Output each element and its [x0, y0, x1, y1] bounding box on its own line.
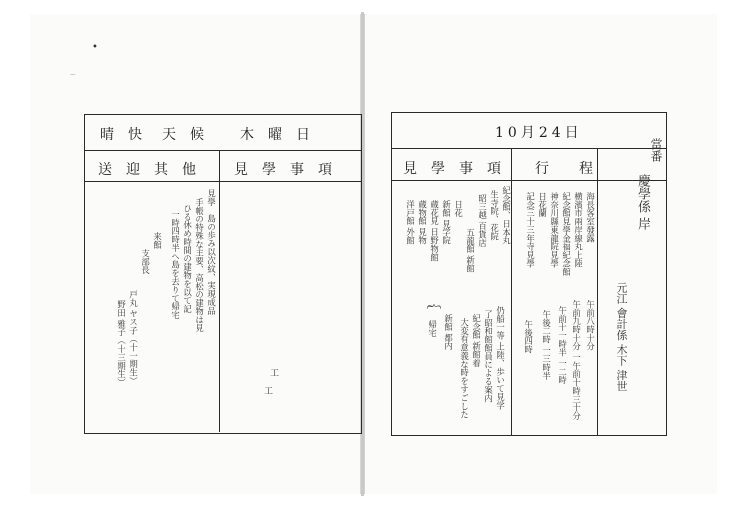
brace-mark: ︷ [427, 295, 441, 311]
travel-entry: 新館 都内 [443, 314, 454, 351]
travel-entry: 帰宅 [427, 320, 438, 337]
schedule-entry: 日花蘭 [537, 192, 548, 218]
schedule-time: 午後二時 一三時半 [541, 310, 552, 380]
schedule-entry: 記念三十三年寺見學 [525, 192, 536, 268]
footer-mark: 工 [264, 387, 274, 397]
attendant-entry: 来館 [152, 232, 163, 249]
left-header-divider [84, 150, 361, 151]
column-observation-header: 見學事項 [234, 162, 346, 178]
schedule-time: 午前八時十分 [585, 300, 596, 351]
observation-note: 了昭和館館員による案内 [483, 310, 494, 403]
observation-note: 仍船一等 上陸、歩いて見学 [495, 306, 506, 410]
schedule-entry: 海長客室發露 [585, 192, 596, 243]
sight-entry: 昭三越 百貨店 [477, 194, 488, 248]
sight-entry: 日花 [453, 200, 464, 217]
duty-label: 當番 [649, 138, 663, 162]
observation-note: 一時四時半へ島を去りて帰宅 [170, 210, 181, 320]
column-observation-header: 見學事項 [403, 161, 515, 177]
sight-entry: 紀念館、日本丸 [501, 186, 512, 245]
observation-note: 大変有意義な時をすごした [459, 318, 470, 419]
footer-mark: 工 [270, 369, 280, 379]
column-schedule-header: 行程 [535, 161, 623, 177]
observation-note: 見學 島の歩み以次紋、実現成品 [206, 189, 217, 315]
weather-label: 天候 [162, 127, 218, 143]
sight-entry: 五龍館 新館 [465, 228, 476, 273]
column-attendants-header: 送迎其他 [98, 162, 210, 178]
sight-entry: 蔵物館 見物 [417, 200, 428, 245]
left-column-header-divider [84, 181, 361, 182]
sight-entry: 新館 見学院 [441, 200, 452, 245]
right-column-divider-2 [597, 148, 598, 436]
right-header-divider [391, 148, 666, 149]
schedule-time: 午前九時十分 一午前十時三十分 [571, 300, 582, 421]
sight-entry: 洋戸館 外館 [405, 200, 416, 245]
attendant-entry: 戸丸 ヤス子（十一期生） [128, 290, 139, 385]
left-page [30, 14, 361, 494]
staff-entry: 元江 會計係 木下 津世 [615, 282, 628, 392]
sight-entry: 蔵花見 日野物館 [429, 200, 440, 262]
weekday: 木曜日 [240, 127, 324, 143]
weather-value: 晴快 [100, 127, 156, 143]
schedule-entry: 横濱市兩岸線丸上陸 [573, 192, 584, 268]
sight-entry: 生寺院、花院 [489, 190, 500, 241]
schedule-time: 午前十一時半 一二時 [557, 306, 568, 385]
ink-smudge: ～ [70, 72, 77, 79]
observation-note: ひる休め時間の建物を以て記 [182, 204, 193, 314]
observation-note: 手帳の特殊な主要、高松の建物は見 [194, 198, 205, 333]
left-column-divider [219, 150, 220, 432]
schedule-time: 午後四時 [523, 320, 534, 354]
date: 10月24日 [495, 125, 583, 141]
observation-note: 紀念館 新館着 [471, 314, 482, 368]
schedule-entry: 神奈川縣東龍院見學 [549, 192, 560, 268]
attendant-entry: 支部長 [140, 249, 151, 275]
ink-speck: • [92, 42, 98, 53]
staff-entry: 慶學係 岸 [635, 174, 650, 231]
right-column-header-divider [391, 180, 666, 181]
right-page [364, 14, 717, 494]
attendant-entry: 野田 雅子（十三期生） [116, 300, 127, 387]
schedule-entry: 紀念館見學金福紀念館 [561, 192, 572, 276]
